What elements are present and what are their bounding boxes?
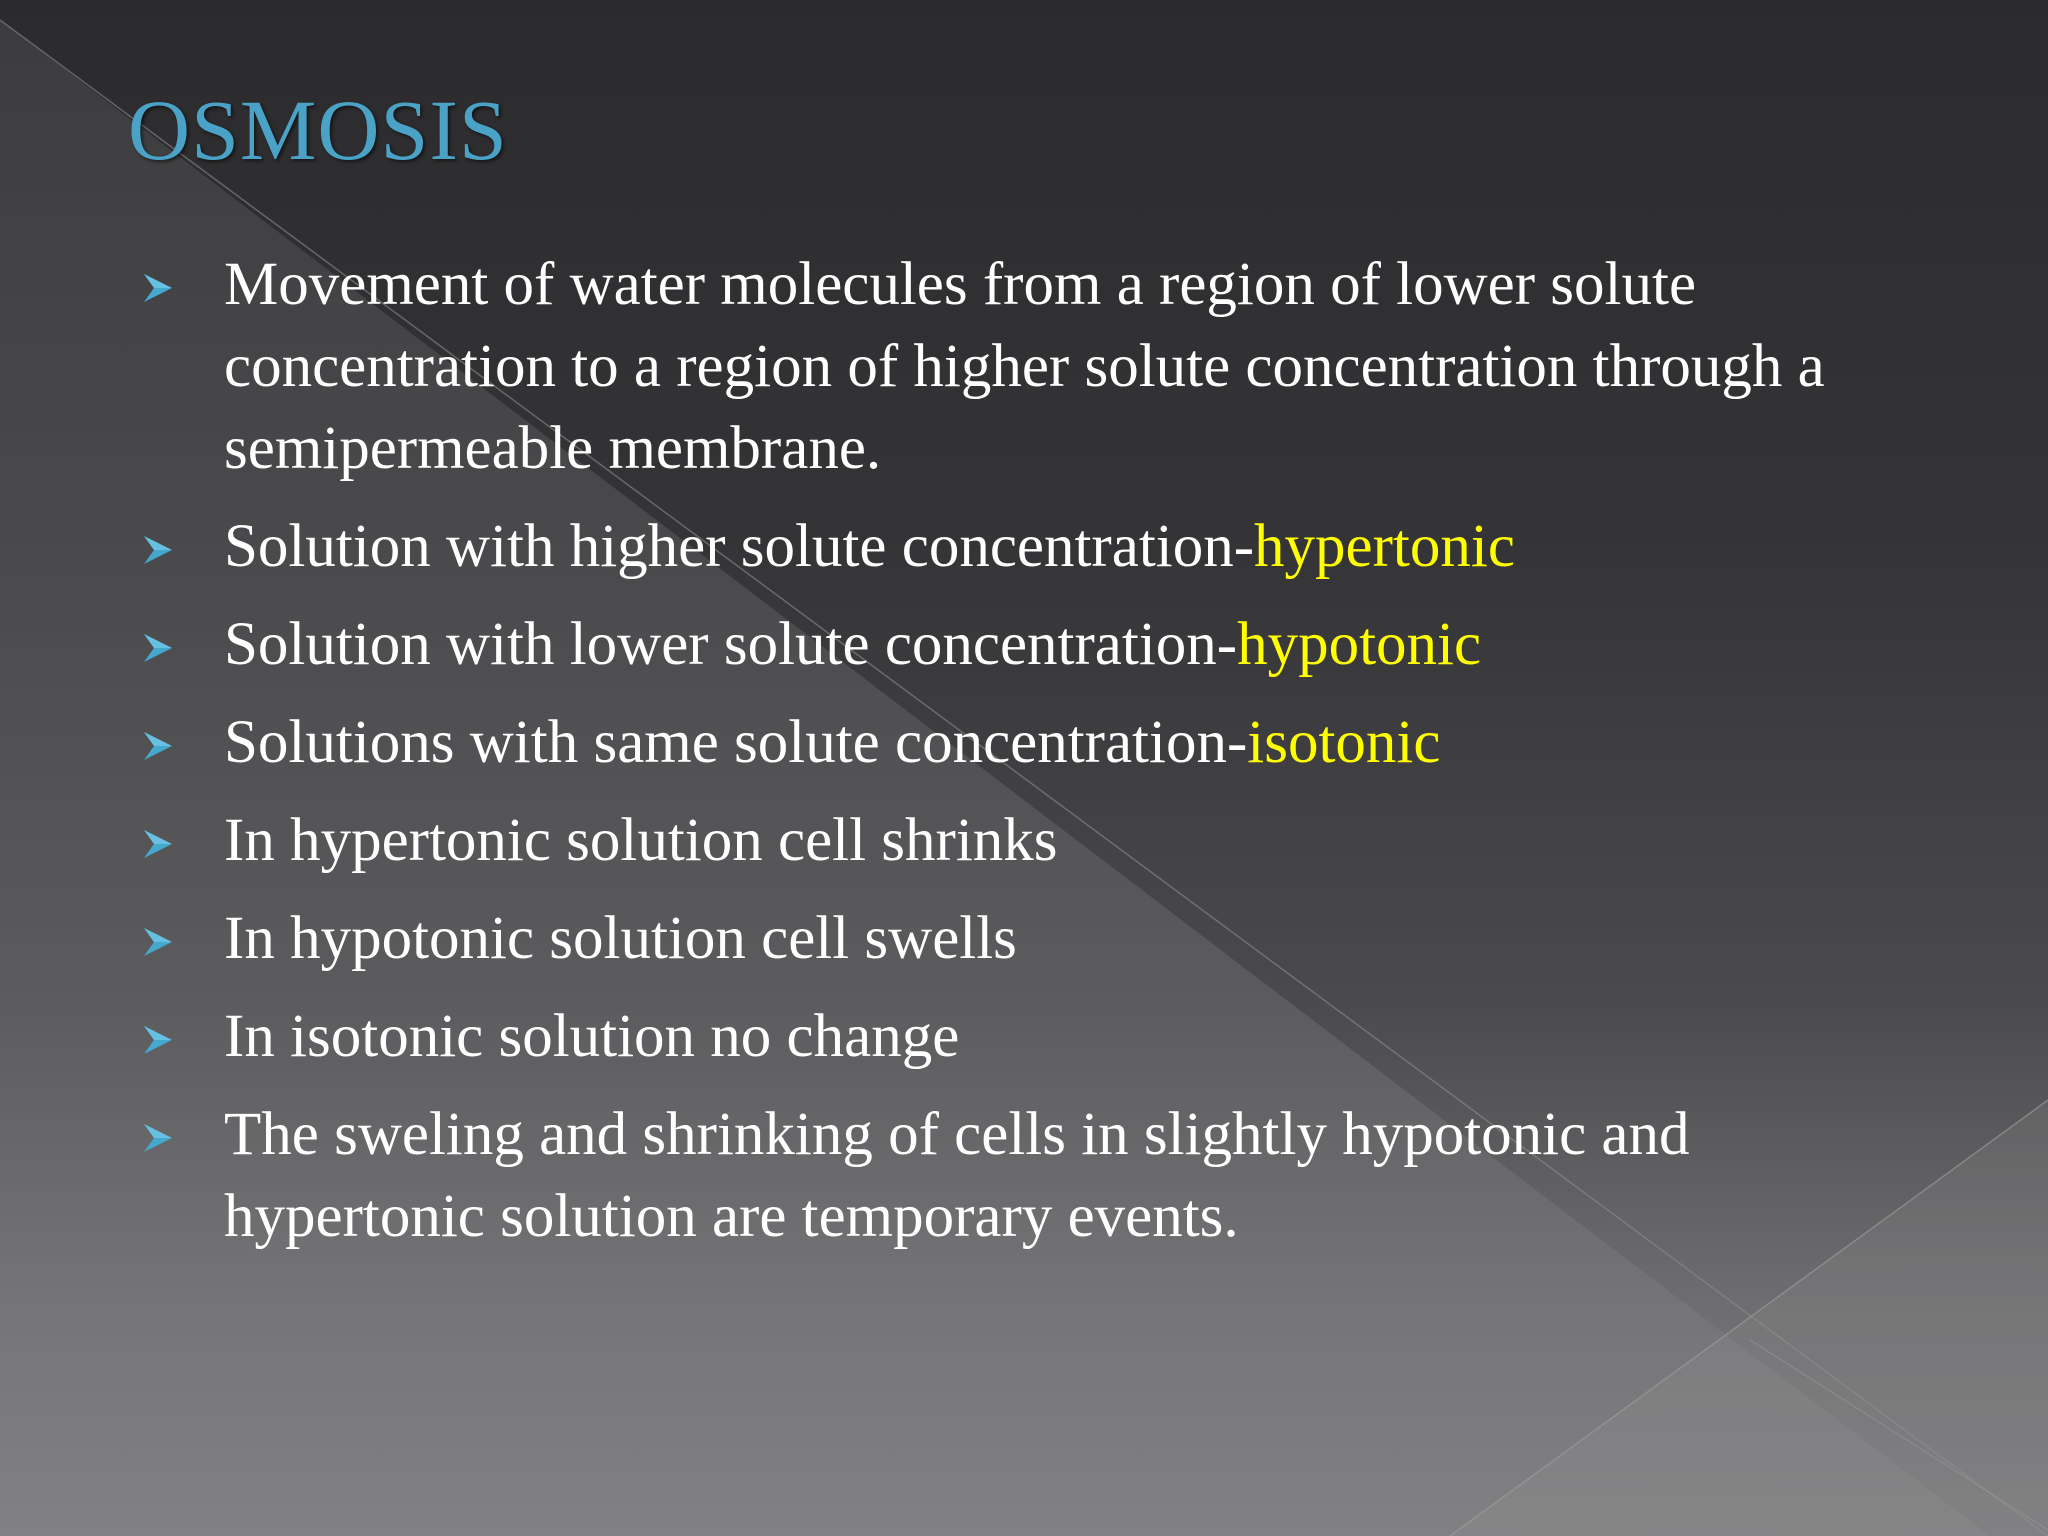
highlight-term: hypotonic — [1237, 611, 1482, 678]
chevron-arrow-icon — [140, 630, 176, 666]
chevron-arrow-icon — [140, 1120, 176, 1156]
chevron-arrow-icon — [140, 826, 176, 862]
chevron-arrow-icon — [140, 270, 176, 306]
chevron-arrow-icon — [140, 532, 176, 568]
bullet-text: Solutions with same solute concentration- — [224, 709, 1248, 776]
bullet-text: In isotonic solution no change — [224, 1003, 960, 1070]
bullet-item — [140, 1094, 1940, 1258]
chevron-arrow-icon — [140, 728, 176, 764]
slide-title: OSMOSIS — [128, 82, 508, 178]
bullet-item — [140, 800, 1940, 882]
bullet-text: In hypotonic solution cell swells — [224, 905, 1017, 972]
bullet-list — [140, 244, 1940, 1274]
bullet-item — [140, 244, 1940, 490]
highlight-term: isotonic — [1247, 709, 1441, 776]
chevron-arrow-icon — [140, 924, 176, 960]
bullet-text: Solution with lower solute concentration- — [224, 611, 1238, 678]
bullet-item — [140, 996, 1940, 1078]
bullet-item — [140, 604, 1940, 686]
bullet-item — [140, 702, 1940, 784]
bullet-item — [140, 506, 1940, 588]
bullet-item — [140, 898, 1940, 980]
bullet-text: In hypertonic solution cell shrinks — [224, 807, 1058, 874]
highlight-term: hypertonic — [1254, 513, 1515, 580]
bullet-text: The sweling and shrinking of cells in slightly hypotonic and hypertonic solution are temporary events. — [224, 1101, 1690, 1250]
chevron-arrow-icon — [140, 1022, 176, 1058]
bullet-text: Movement of water molecules from a region of lower solute concentration to a region of higher solute concentration through a semipermeable membrane. — [224, 251, 1825, 482]
bullet-text: Solution with higher solute concentration- — [224, 513, 1255, 580]
